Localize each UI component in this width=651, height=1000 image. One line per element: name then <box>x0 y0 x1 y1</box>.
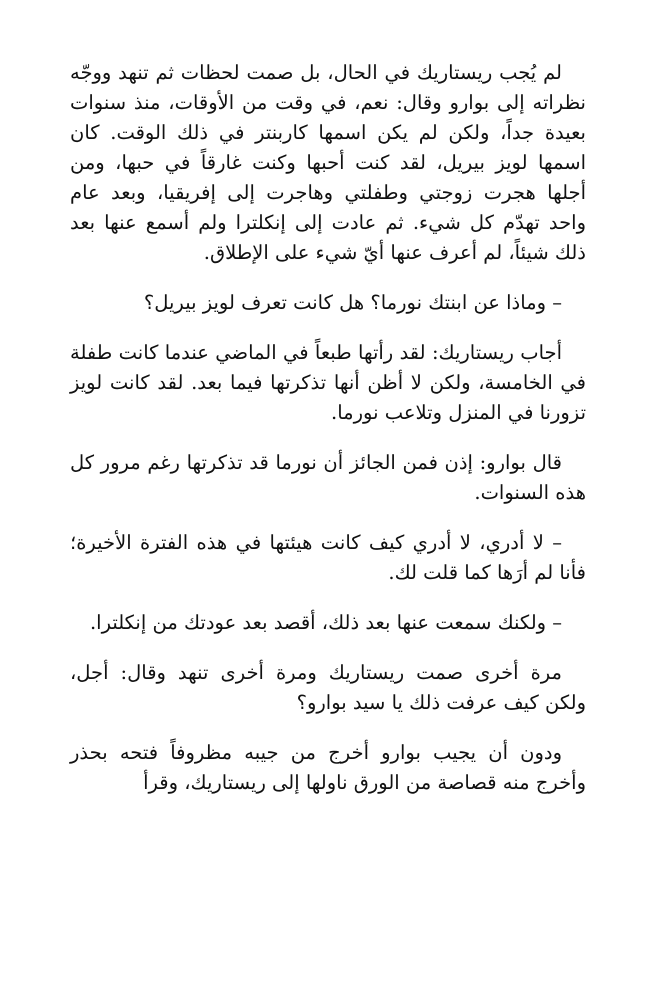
paragraph-6: – ولكنك سمعت عنها بعد ذلك، أقصد بعد عودتك من إنكلترا. <box>89 611 562 634</box>
paragraph-8: ودون أن يجيب بوارو أخرج من جيبه مظروفاً فتحه بحذر وأخرج منه قصاصة من الورق ناولها إلى ريستاريك، وقرأ <box>70 741 586 794</box>
paragraph-7: مرة أخرى صمت ريستاريك ومرة أخرى تنهد وقال: أجل، ولكن كيف عرفت ذلك يا سيد بوارو؟ <box>70 661 586 714</box>
paragraph-2: – وماذا عن ابنتك نورما؟ هل كانت تعرف لويز بيريل؟ <box>143 291 562 314</box>
paragraph-1: لم يُجب ريستاريك في الحال، بل صمت لحظات ثم تنهد ووجّه نظراته إلى بوارو وقال: نعم، في وقت من الأوقات، منذ سنوات بعيدة جداً، ولكن لم يكن اسمها كاربنتر في ذلك الوقت. كان اسمها لويز بيريل، لقد كنت أحبها وكنت غارقاً في حبها، ومن أجلها هجرت زوجتي وطفلتي وهاجرت إلى إفريقيا، وبعد عام واحد تهدّم كل شيء. ثم عادت إلى إنكلترا ولم أسمع عنها بعد ذلك شيئاً، لم أعرف عنها أيّ شيء على الإطلاق. <box>70 61 586 264</box>
book-page <box>70 58 586 816</box>
paragraph-4: قال بوارو: إذن فمن الجائز أن نورما قد تذكرتها رغم مرور كل هذه السنوات. <box>70 451 586 504</box>
paragraph-5: – لا أدري، لا أدري كيف كانت هيئتها في هذه الفترة الأخيرة؛ فأنا لم أرَها كما قلت لك. <box>70 531 586 584</box>
paragraph-3: أجاب ريستاريك: لقد رأتها طبعاً في الماضي عندما كانت طفلة في الخامسة، ولكن لا أظن أنها تذكرتها فيما بعد. لقد كانت لويز تزورنا في المنزل وتلاعب نورما. <box>70 341 586 424</box>
